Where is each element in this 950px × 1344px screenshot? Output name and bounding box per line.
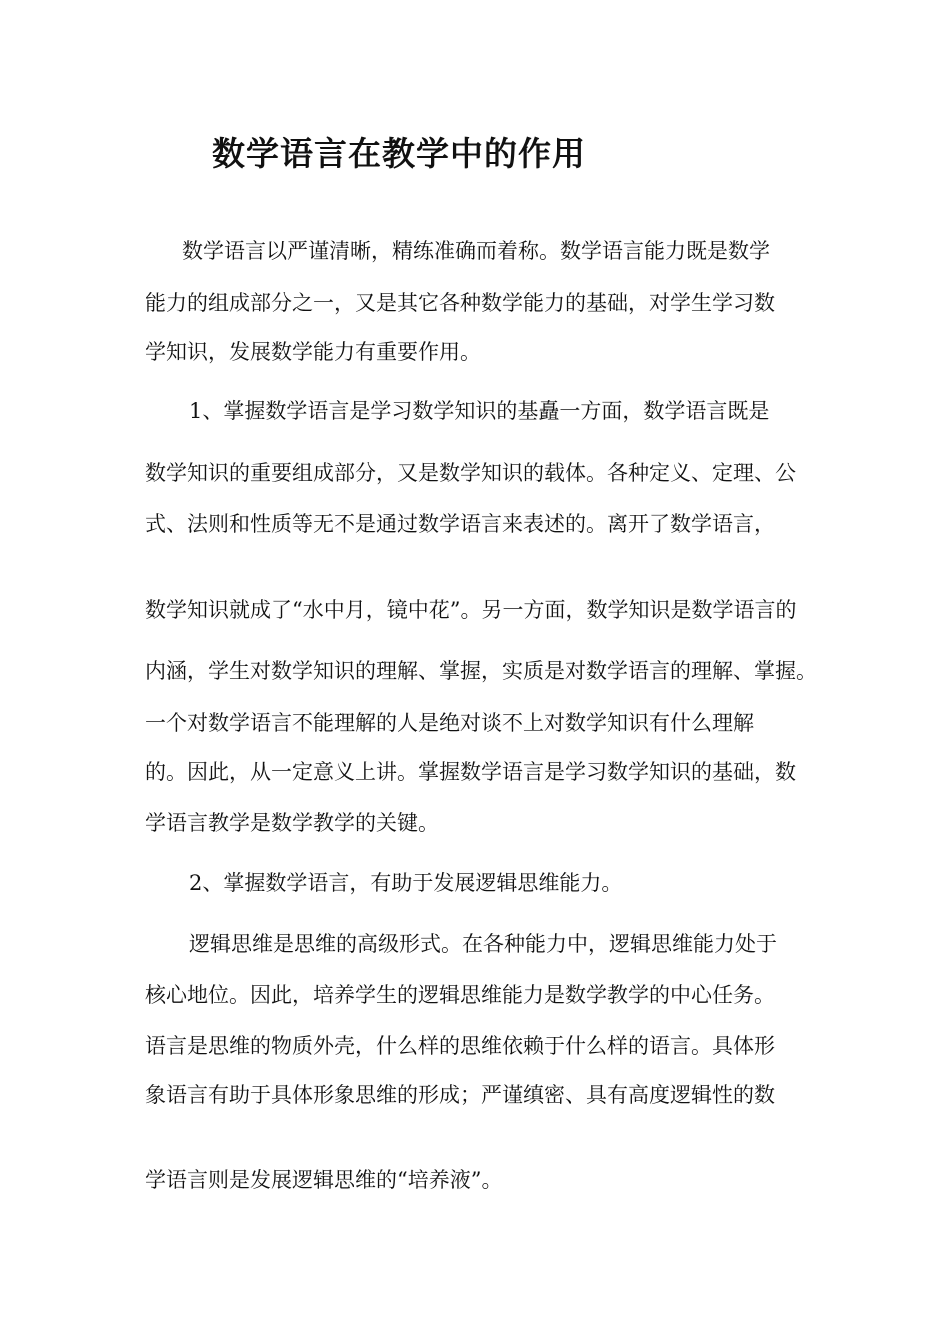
paragraph-line: 学知识，发展数学能力有重要作用。 xyxy=(145,340,481,364)
page-title: 数学语言在教学中的作用 xyxy=(212,134,586,173)
paragraph-line: 一个对数学语言不能理解的人是绝对谈不上对数学知识有什么理解 xyxy=(145,711,754,735)
paragraph-line: 数学知识的重要组成部分，又是数学知识的载体。各种定义、定理、公 xyxy=(145,461,796,485)
paragraph-line: 能力的组成部分之一，又是其它各种数学能力的基础，对学生学习数 xyxy=(145,291,775,315)
paragraph-line: 2、掌握数学语言，有助于发展逻辑思维能力。 xyxy=(189,871,623,895)
paragraph-line: 式、法则和性质等无不是通过数学语言来表述的。离开了数学语言， xyxy=(145,512,775,536)
paragraph-line: 核心地位。因此，培养学生的逻辑思维能力是数学教学的中心任务。 xyxy=(145,983,775,1007)
paragraph-line: 学语言则是发展逻辑思维的“培养液”。 xyxy=(145,1168,503,1192)
paragraph-line: 学语言教学是数学教学的关键。 xyxy=(145,811,439,835)
paragraph-line: 象语言有助于具体形象思维的形成；严谨缜密、具有高度逻辑性的数 xyxy=(145,1083,775,1107)
paragraph-line: 数学知识就成了“水中月，镜中花”。另一方面，数学知识是数学语言的 xyxy=(145,598,797,622)
paragraph-line: 语言是思维的物质外壳，什么样的思维依赖于什么样的语言。具体形 xyxy=(145,1034,775,1058)
paragraph-line: 1、掌握数学语言是学习数学知识的基矗一方面，数学语言既是 xyxy=(189,399,770,423)
paragraph-line: 数学语言以严谨清晰，精练准确而着称。数学语言能力既是数学 xyxy=(182,239,770,263)
paragraph-line: 内涵，学生对数学知识的理解、掌握，实质是对数学语言的理解、掌握。 xyxy=(145,659,817,683)
paragraph-line: 逻辑思维是思维的高级形式。在各种能力中，逻辑思维能力处于 xyxy=(189,932,777,956)
paragraph-line: 的。因此，从一定意义上讲。掌握数学语言是学习数学知识的基础，数 xyxy=(145,760,796,784)
